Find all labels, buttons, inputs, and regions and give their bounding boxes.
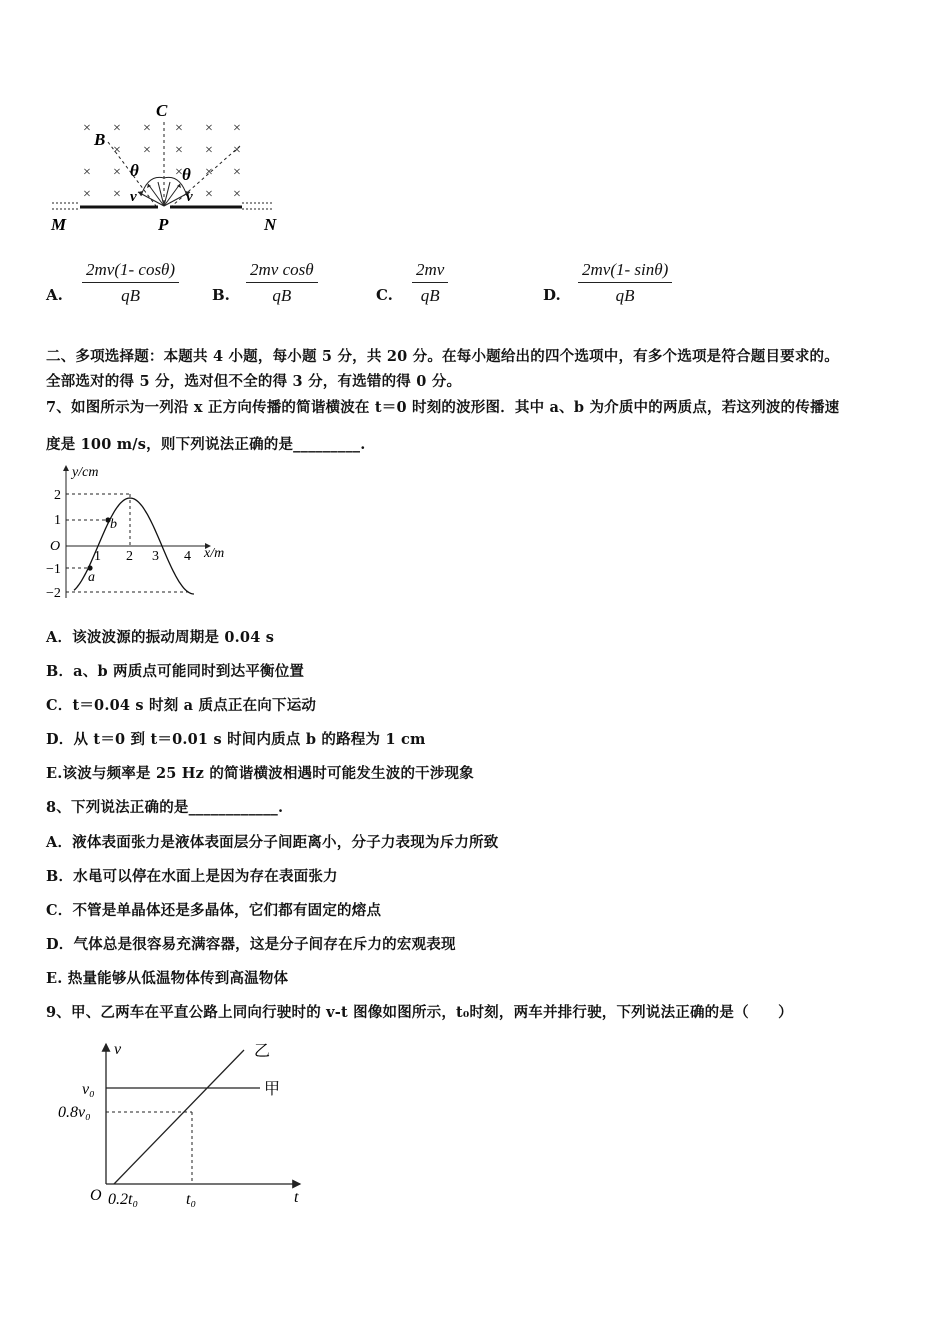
vt-tlabel: t [294,1189,299,1206]
vt-yi: 乙 [254,1043,271,1060]
field-cross: × [175,143,183,158]
field-cross: × [175,165,183,180]
wave-point-b-label: b [110,517,117,532]
q6-option-d-denominator: qB [615,286,635,305]
field-cross: × [83,187,91,202]
q6-option-a-denominator: qB [121,286,140,305]
label-p: P [158,215,169,234]
yi-line [114,1050,244,1184]
vt-02t0: 0.2t₀ [108,1191,139,1208]
wave-xtick-4: 4 [184,549,191,564]
wave-xtick-1: 1 [94,549,101,564]
label-v-right: v [186,189,193,205]
field-cross: × [83,121,91,136]
wave-xtick-2: 2 [126,549,133,564]
q6-option-b-label: B. [212,286,230,304]
field-cross: × [233,121,241,136]
label-theta-right: θ [182,165,191,184]
field-cross: × [205,143,213,158]
q6-option-c-denominator: qB [420,286,440,305]
vt-graph [50,1036,320,1216]
label-c: C [156,101,168,120]
q6-option-d-numerator: 2mv(1- sinθ) [578,260,672,283]
section2-line1: 二、多项选择题：本题共 4 小题，每小题 5 分，共 20 分。在每小题给出的四个选项中，有多个选项是符合题目要求的。 [46,348,839,365]
q7-option-c: C．t＝0.04 s 时刻 a 质点正在向下运动 [46,697,317,714]
vt-08v0: 0.8v₀ [58,1104,91,1121]
q6-option-a-formula [82,260,179,306]
field-cross: × [83,165,91,180]
wave-xtick-3: 3 [152,549,159,564]
field-cross: × [113,187,121,202]
wave-ytick-2: 2 [54,488,61,503]
field-cross: × [113,165,121,180]
q6-option-d-label: D. [543,286,561,304]
q8-option-b: B．水黾可以停在水面上是因为存在表面张力 [46,868,338,885]
field-cross: × [143,143,151,158]
field-cross: × [205,187,213,202]
q8-stem: 8、下列说法正确的是____________. [46,799,284,816]
wave-ytick-1: 1 [54,513,61,528]
q6-option-b-formula [246,260,318,306]
field-cross: × [205,121,213,136]
magnetic-field-figure [46,100,296,240]
field-cross: × [175,121,183,136]
vt-t0: t₀ [186,1191,197,1208]
label-theta-left: θ [130,161,139,180]
q8-option-e: E. 热量能够从低温物体传到高温物体 [46,970,289,987]
q9-stem: 9、甲、乙两车在平直公路上同向行驶时的 v-t 图像如图所示，t₀时刻，两车并排行驶，下列说法正确的是（ ） [46,1004,793,1021]
label-v-left: v [130,189,137,205]
label-n: N [264,215,277,234]
q7-option-d: D．从 t＝0 到 t＝0.01 s 时间内质点 b 的路程为 1 cm [46,731,426,748]
field-cross: × [233,187,241,202]
q6-option-a-label: A. [46,286,63,304]
section2-line2: 全部选对的得 5 分，选对但不全的得 3 分，有选错的得 0 分。 [46,373,462,390]
q8-option-a: A．液体表面张力是液体表面层分子间距离小，分子力表现为斥力所致 [46,834,499,851]
label-m: M [51,215,67,234]
q8-option-d: D．气体总是很容易充满容器，这是分子间存在斥力的宏观表现 [46,936,456,953]
field-cross: × [233,165,241,180]
vt-origin: O [90,1187,102,1204]
field-cross: × [233,143,241,158]
field-cross: × [113,143,121,158]
field-cross: × [143,121,151,136]
wave-ytick-m1: −1 [46,562,61,577]
field-crosses [83,121,241,202]
wave-point-a-label: a [88,570,95,585]
q7-option-e: E.该波与频率是 25 Hz 的简谐横波相遇时可能发生波的干涉现象 [46,765,474,782]
wave-graph [38,460,248,608]
wave-ytick-m2: −2 [46,586,61,601]
field-cross: × [113,121,121,136]
q6-option-a-numerator: 2mv(1- cosθ) [82,260,179,283]
q6-option-c-numerator: 2mv [412,260,448,283]
wave-ylabel: y/cm [72,465,99,480]
q7-option-b: B．a、b 两质点可能同时到达平衡位置 [46,663,305,680]
vt-vlabel: v [114,1041,122,1058]
q7-stem-line2: 度是 100 m/s，则下列说法正确的是_________. [46,436,366,453]
q6-option-c-formula [412,260,448,306]
field-cross: × [205,165,213,180]
label-b: B [94,130,106,149]
wave-xlabel: x/m [204,546,225,561]
q6-option-b-denominator: qB [272,286,292,305]
wave-origin: O [50,539,61,554]
vt-jia: 甲 [264,1081,281,1098]
q6-option-c-label: C. [376,286,393,304]
q6-option-b-numerator: 2mv cosθ [246,260,318,283]
q8-option-c: C．不管是单晶体还是多晶体，它们都有固定的熔点 [46,902,382,919]
q7-option-a: A．该波波源的振动周期是 0.04 s [46,629,275,646]
vt-v0: v₀ [82,1081,95,1098]
q6-option-d-formula [578,260,672,306]
q7-stem-line1: 7、如图所示为一列沿 x 正方向传播的简谐横波在 t＝0 时刻的波形图．其中 a、b 为介质中的两质点，若这列波的传播速 [46,399,840,416]
